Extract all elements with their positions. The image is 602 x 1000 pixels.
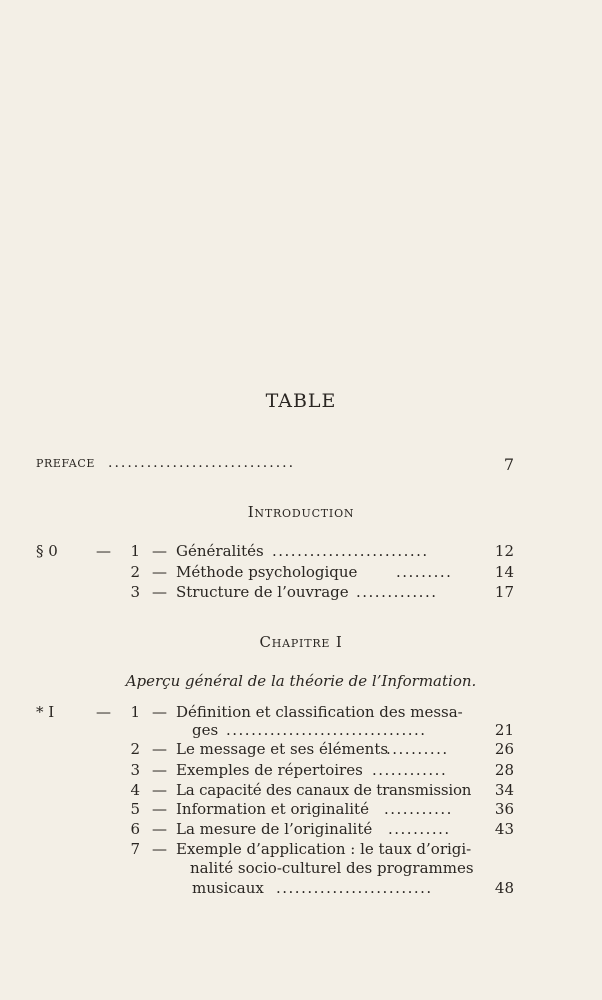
dash: — — [152, 703, 167, 721]
entry-title: Le message et ses éléments — [176, 740, 389, 758]
preface-entry — [36, 455, 514, 475]
entry-number: 7 — [130, 840, 140, 858]
toc-entry — [0, 583, 602, 605]
section-marker: § 0 — [36, 542, 58, 560]
entry-number: 3 — [130, 583, 140, 601]
entry-number: 6 — [130, 820, 140, 838]
toc-entry — [0, 740, 602, 762]
entry-page: 48 — [494, 879, 514, 897]
entry-page: 34 — [494, 781, 514, 799]
dash: — — [152, 563, 167, 581]
toc-entry — [0, 820, 602, 842]
entry-title: Information et originalité — [176, 800, 369, 818]
dash: — — [152, 542, 167, 560]
entry-page: 36 — [494, 800, 514, 818]
introduction-heading: Introduction — [247, 503, 355, 521]
leader-dots: .......... — [388, 820, 451, 838]
entry-number: 1 — [130, 542, 140, 560]
entry-title: La mesure de l’originalité — [176, 820, 373, 838]
leader-dots: ............................. — [108, 455, 296, 471]
leader-dots: ............ — [372, 761, 448, 779]
leader-dots: ......... — [396, 563, 453, 581]
entry-number: 1 — [130, 703, 140, 721]
toc-entry — [0, 800, 602, 822]
entry-title: La capacité des canaux de transmission — [176, 781, 472, 799]
entry-page: 43 — [494, 820, 514, 838]
entry-number: 4 — [130, 781, 140, 799]
entry-page: 14 — [494, 563, 514, 581]
entry-title: Généralités — [176, 542, 264, 560]
entry-number: 2 — [130, 563, 140, 581]
dash: — — [152, 800, 167, 818]
entry-title: Exemple d’application : le taux d’origi- — [176, 840, 472, 858]
leader-dots: ................................ — [226, 721, 427, 739]
toc-entry-continuation — [0, 879, 602, 901]
preface-label: PREFACE — [36, 457, 95, 470]
toc-entry-continuation — [0, 859, 602, 881]
entry-title-continuation: musicaux — [192, 879, 264, 897]
section-marker: * I — [36, 703, 55, 721]
chapter-heading: Chapitre I — [259, 633, 343, 651]
toc-entry — [0, 542, 602, 564]
leader-dots: ......................... — [272, 542, 429, 560]
entry-page: 21 — [494, 721, 514, 739]
entry-title: Méthode psychologique — [176, 563, 358, 581]
chapter-subtitle: Aperçu général de la théorie de l’Information. — [125, 672, 477, 690]
dash: — — [96, 703, 111, 721]
entry-title: Structure de l’ouvrage — [176, 583, 349, 601]
dash: — — [152, 583, 167, 601]
entry-page: 28 — [494, 761, 514, 779]
entry-number: 2 — [130, 740, 140, 758]
entry-number: 5 — [130, 800, 140, 818]
dash: — — [152, 761, 167, 779]
dash: — — [96, 542, 111, 560]
dash: — — [152, 740, 167, 758]
dash: — — [152, 781, 167, 799]
entry-title: Exemples de répertoires — [176, 761, 363, 779]
entry-page: 17 — [494, 583, 514, 601]
entry-number: 3 — [130, 761, 140, 779]
leader-dots: .......... — [386, 740, 449, 758]
leader-dots: ............. — [356, 583, 438, 601]
entry-title-continuation: ges — [192, 721, 219, 739]
leader-dots: ........... — [384, 800, 453, 818]
dash: — — [152, 840, 167, 858]
entry-page: 12 — [494, 542, 514, 560]
toc-entry — [0, 761, 602, 783]
page-title: TABLE — [265, 390, 337, 412]
preface-page-number: 7 — [503, 455, 514, 474]
entry-page: 26 — [494, 740, 514, 758]
toc-entry — [0, 563, 602, 585]
entry-title-continuation: nalité socio-culturel des programmes — [190, 859, 474, 877]
leader-dots: ......................... — [276, 879, 433, 897]
entry-title: Définition et classification des messa- — [176, 703, 463, 721]
dash: — — [152, 820, 167, 838]
